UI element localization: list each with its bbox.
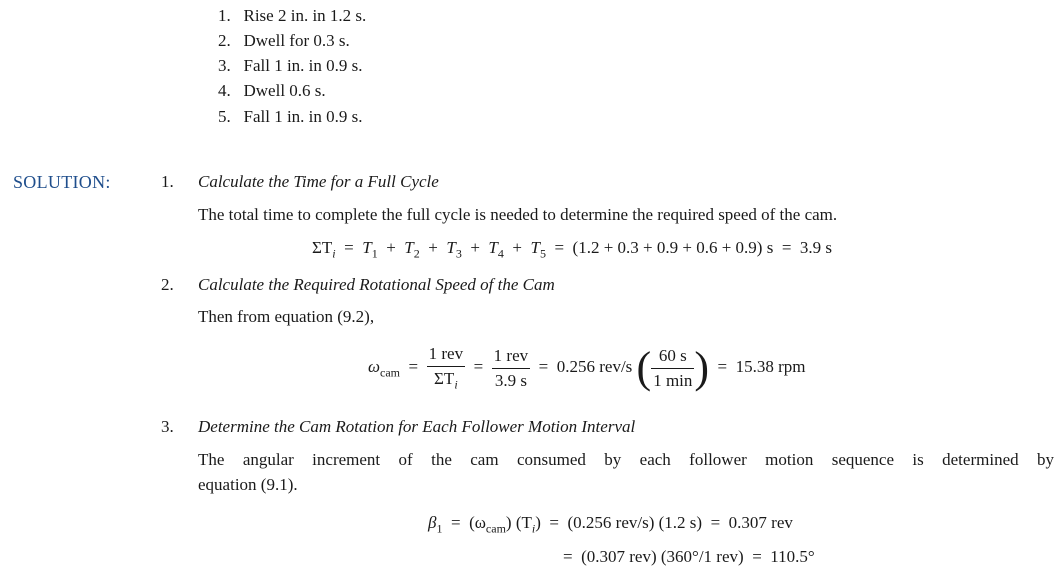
step-3-body-line-2: equation (9.1). [198, 475, 298, 494]
term-t5: T [530, 238, 540, 257]
equation-beta-1 [428, 513, 793, 536]
equals-sign: = [408, 357, 419, 377]
plus-sign: + [428, 238, 438, 257]
given-item-num: 2. [218, 31, 231, 50]
step-3-heading: Determine the Cam Rotation for Each Follower Motion Interval [198, 417, 636, 436]
time-open: ) (T [505, 513, 532, 532]
fraction-rev-over-sum [427, 344, 465, 392]
given-item-text: Dwell for 0.3 s. [243, 31, 350, 50]
fraction-denominator [427, 366, 465, 392]
plus-sign: + [386, 238, 396, 257]
step-2-body: Then from equation (9.2), [198, 307, 375, 326]
fraction-numerator: 1 rev [493, 345, 529, 365]
degree-conversion: (0.307 rev) (360°/1 rev) [581, 547, 744, 566]
equation-total-time [312, 238, 832, 261]
step-3-body-line-1: The angular increment of the cam consumed by each follower motion sequence is determined by [198, 450, 1054, 469]
total-time-result: 3.9 s [799, 238, 833, 257]
term-t2: T [404, 238, 414, 257]
given-item-num: 5. [218, 107, 231, 126]
time-close: ) [535, 513, 541, 532]
given-item-num: 1. [218, 6, 231, 25]
given-item-1 [218, 6, 366, 26]
equals-sign: = [781, 238, 792, 257]
term-t1: T [362, 238, 372, 257]
given-item-4 [218, 81, 326, 101]
term-t3: T [446, 238, 456, 257]
given-item-2 [218, 31, 350, 51]
equation-beta-1-degrees [563, 547, 815, 567]
sum-values: (1.2 + 0.3 + 0.9 + 0.6 + 0.9) s [572, 238, 774, 257]
speed-rpm-result: 15.38 rpm [735, 357, 806, 377]
equals-sign: = [563, 547, 573, 566]
speed-rev-per-s: 0.256 rev/s [556, 357, 633, 377]
right-paren: ) [694, 343, 710, 393]
fraction-numerator: 60 s [658, 345, 687, 365]
step-3-number: 3. [161, 417, 174, 436]
omega-symbol: ω [368, 357, 381, 377]
step-1-number: 1. [161, 172, 174, 191]
omega-sub: cam [380, 365, 401, 380]
beta-degree-result: 110.5° [770, 547, 815, 566]
term-sub: 2 [413, 246, 420, 261]
given-item-text: Fall 1 in. in 0.9 s. [243, 56, 363, 75]
sub-i: i [531, 521, 536, 536]
omega-sub: cam [485, 521, 506, 536]
step-1-heading: Calculate the Time for a Full Cycle [198, 172, 439, 191]
given-item-text: Dwell 0.6 s. [243, 81, 326, 100]
step-1-body: The total time to complete the full cycle is needed to determine the required speed of the cam. [198, 205, 838, 224]
given-item-num: 3. [218, 56, 231, 75]
term-sub: 1 [371, 246, 378, 261]
plus-sign: + [512, 238, 522, 257]
equals-sign: = [473, 357, 484, 377]
given-item-5 [218, 107, 363, 127]
given-item-text: Fall 1 in. in 0.9 s. [243, 107, 363, 126]
equals-sign: = [450, 513, 461, 532]
equals-sign: = [717, 357, 728, 377]
given-item-num: 4. [218, 81, 231, 100]
term-sub: 4 [497, 246, 504, 261]
equals-sign: = [554, 238, 565, 257]
beta-rev-result: 0.307 rev [728, 513, 793, 532]
sum-t: ΣT [434, 369, 455, 388]
sum-symbol: ΣT [312, 238, 333, 257]
term-t4: T [488, 238, 498, 257]
sub-i: i [454, 377, 458, 392]
equation-cam-speed [368, 344, 806, 392]
step-2-heading: Calculate the Required Rotational Speed of the Cam [198, 275, 555, 294]
fraction-conversion [651, 346, 694, 391]
fraction-denominator: 1 min [651, 368, 694, 391]
given-item-text: Rise 2 in. in 1.2 s. [243, 6, 367, 25]
equals-sign: = [344, 238, 354, 257]
beta-symbol: β [428, 513, 437, 532]
beta-sub: 1 [436, 521, 443, 536]
fraction-rev-over-time [492, 346, 530, 391]
solution-label: SOLUTION: [13, 172, 111, 192]
left-paren: ( [636, 343, 652, 393]
fraction-denominator: 3.9 s [492, 368, 530, 391]
equals-sign: = [549, 513, 559, 532]
fraction-numerator: 1 rev [428, 344, 464, 363]
given-item-3 [218, 56, 363, 76]
term-sub: 3 [455, 246, 462, 261]
equals-sign: = [710, 513, 721, 532]
beta-product: (0.256 rev/s) (1.2 s) [567, 513, 703, 532]
equals-sign: = [538, 357, 549, 377]
sub-i: i [332, 246, 336, 261]
equals-sign: = [752, 547, 762, 566]
step-2-number: 2. [161, 275, 174, 294]
plus-sign: + [470, 238, 480, 257]
omega-open: (ω [469, 513, 486, 532]
term-sub: 5 [539, 246, 546, 261]
